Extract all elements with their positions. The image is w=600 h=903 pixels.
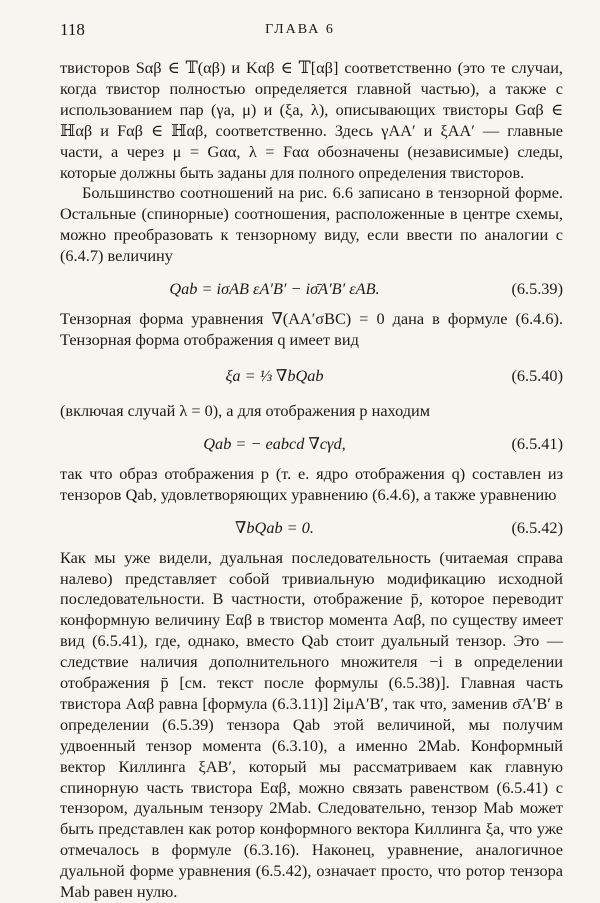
chapter-title: ГЛАВА 6 — [265, 22, 335, 37]
paragraph-map-p: (включая случай λ = 0), а для отображения p находим — [60, 400, 431, 420]
equation-6-5-42 — [60, 516, 563, 540]
paragraph-dual-sequence: Как мы уже видели, дуальная последовательность (читаемая справа налево) представляет собой тривиальную модификацию исходной последовательности. В частности, отображение p̄, которое переводит конформную величину Eαβ в твистор момента Aαβ, по существу имеет вид (6.5.41), где, однако, вместо Qab стоит дуальный тензор. Это — следствие наличия дополнительного множителя −i в определении отображения p̄ [см. текст после формулы (6.5.38)]. Главная часть твистора Aαβ равна [формула (6.3.11)] 2iμA′B′, так что, заменив σ̄A′B′ в определении (6.5.39) тензора Qab этой величиной, мы получим удвоенный тензор момента (6.3.10), а именно 2Mab. Конформный вектор Киллинга ξAB′, который мы рассматриваем как главную спинорную часть твистора Eαβ, можно связать равенством (6.5.41) с тензором, дуальным тензору 2Mab. Следовательно, тензор Mab может быть представлен как ротор конформного вектора Киллинга ξa, что уже отмечалось в формуле (6.3.16). Наконец, уравнение, аналогичное дуальной форме уравнения (6.5.42), означает просто, что ротор тензора Mab равен нулю. — [60, 547, 563, 902]
paragraph-tensor-form-q: Тензорная форма уравнения ∇(AA′σBC) = 0 дана в формуле (6.4.6). Тензорная форма отображения q имеет вид — [60, 309, 563, 349]
paragraph-tensor-form-intro: Большинство соотношений на рис. 6.6 записано в тензорной форме. Остальные (спинорные) соотношения, расположенные в центре схемы, можно преобразовать к тензорному виду, если ввести по аналогии с (6.4.7) величину — [60, 183, 563, 266]
page-body — [60, 58, 563, 903]
page-header — [0, 18, 600, 42]
equation-6-5-40 — [60, 359, 563, 393]
equation-number: (6.5.41) — [511, 433, 563, 453]
equation-6-5-39 — [60, 277, 563, 301]
paragraph-twistors-principal-parts: твисторов Sαβ ∈ 𝕋(αβ) и Kαβ ∈ 𝕋[αβ] соответственно (это те случаи, когда твистор полностью определяется главной частью), а также с использованием пар (γa, μ) и (ξa, λ), описывающих твисторы Gαβ ∈ ℍαβ и Fαβ ∈ ℍαβ, соответственно. Здесь γAA′ и ξAA′ — главные части, а через μ = Gαα, λ = Fαα обозначены (независимые) следы, которые должны быть заданы для полного определения твисторов. — [60, 58, 563, 182]
equation-body: ∇bQab = 0. — [235, 517, 314, 537]
equation-body: Qab = − eabcd ∇cγd, — [203, 433, 346, 453]
equation-number: (6.5.42) — [511, 517, 563, 537]
equation-number: (6.5.40) — [511, 365, 563, 385]
page-number: 118 — [60, 20, 85, 39]
equation-6-5-41 — [60, 432, 563, 456]
equation-body: ξa = ⅓ ∇bQab — [225, 365, 324, 385]
equation-number: (6.5.39) — [511, 279, 563, 299]
equation-body: Qab = iσAB εA′B′ − iσ̄A′B′ εAB. — [169, 279, 380, 299]
paragraph-image-of-p: так что образ отображения p (т. е. ядро отображения q) составлен из тензоров Qab, удовлетворяющих уравнению (6.4.6), а также уравнению — [60, 463, 563, 504]
